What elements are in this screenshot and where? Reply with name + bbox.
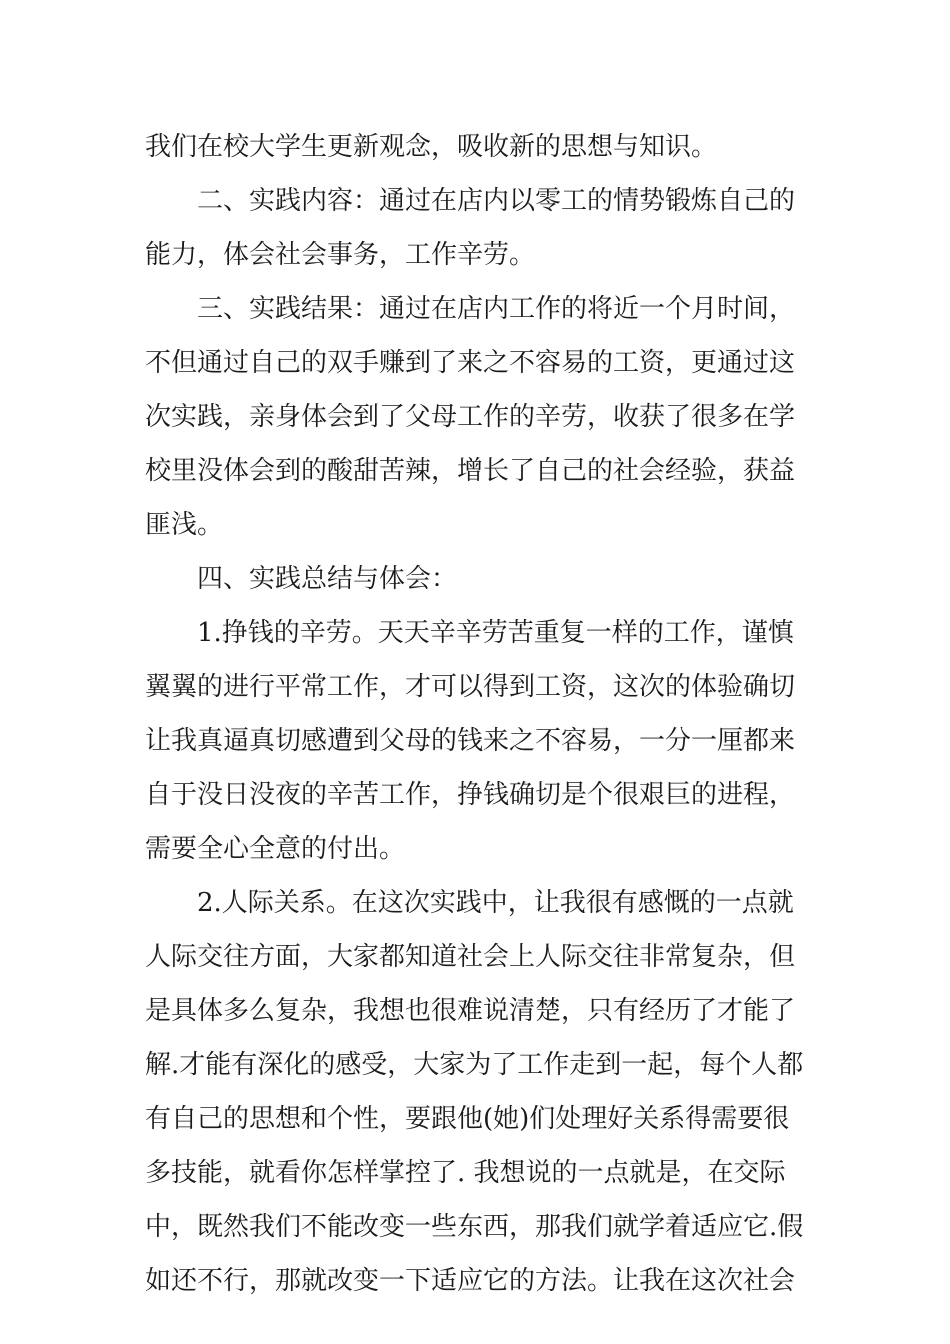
text-line: 我们在校大学生更新观念，吸收新的思想与知识。 — [145, 132, 718, 162]
text-line: 有自己的思想和个性，要跟他(她)们处理好关系得需要很 — [145, 1104, 790, 1134]
section-2-heading-line: 二、实践内容：通过在店内以零工的情势锻炼自己的 — [197, 186, 796, 216]
point-2-line: 2.人际关系。在这次实践中，让我很有感慨的一点就 — [197, 888, 794, 918]
text-line: 能力，体会社会事务，工作辛劳。 — [145, 240, 536, 270]
text-line: 中，既然我们不能改变一些东西，那我们就学着适应它.假 — [145, 1212, 804, 1242]
text-line: 是具体多么复杂，我想也很难说清楚，只有经历了才能了 — [145, 996, 796, 1026]
text-line: 让我真逼真切感遭到父母的钱来之不容易，一分一厘都来 — [145, 726, 796, 756]
text-line: 次实践，亲身体会到了父母工作的辛劳，收获了很多在学 — [145, 402, 796, 432]
text-line: 翼翼的进行平常工作，才可以得到工资，这次的体验确切 — [145, 672, 796, 702]
document-body — [145, 120, 805, 1308]
text-line: 自于没日没夜的辛苦工作，挣钱确切是个很艰巨的进程， — [145, 780, 796, 810]
text-line: 人际交往方面，大家都知道社会上人际交往非常复杂，但 — [145, 942, 796, 972]
text-line: 校里没体会到的酸甜苦辣，增长了自己的社会经验，获益 — [145, 456, 796, 486]
text-line: 解.才能有深化的感受，大家为了工作走到一起，每个人都 — [145, 1050, 804, 1080]
text-line: 需要全心全意的付出。 — [145, 834, 406, 864]
text-line: 多技能，就看你怎样掌控了. 我想说的一点就是，在交际 — [145, 1158, 786, 1188]
text-line: 如还不行，那就改变一下适应它的方法。让我在这次社会 — [145, 1266, 796, 1296]
section-3-heading-line: 三、实践结果：通过在店内工作的将近一个月时间， — [197, 294, 796, 324]
section-4-heading-line: 四、实践总结与体会： — [197, 564, 458, 594]
text-line: 不但通过自己的双手赚到了来之不容易的工资，更通过这 — [145, 348, 796, 378]
point-1-line: 1.挣钱的辛劳。天天辛辛劳苦重复一样的工作，谨慎 — [197, 618, 794, 648]
text-line: 匪浅。 — [145, 510, 224, 540]
